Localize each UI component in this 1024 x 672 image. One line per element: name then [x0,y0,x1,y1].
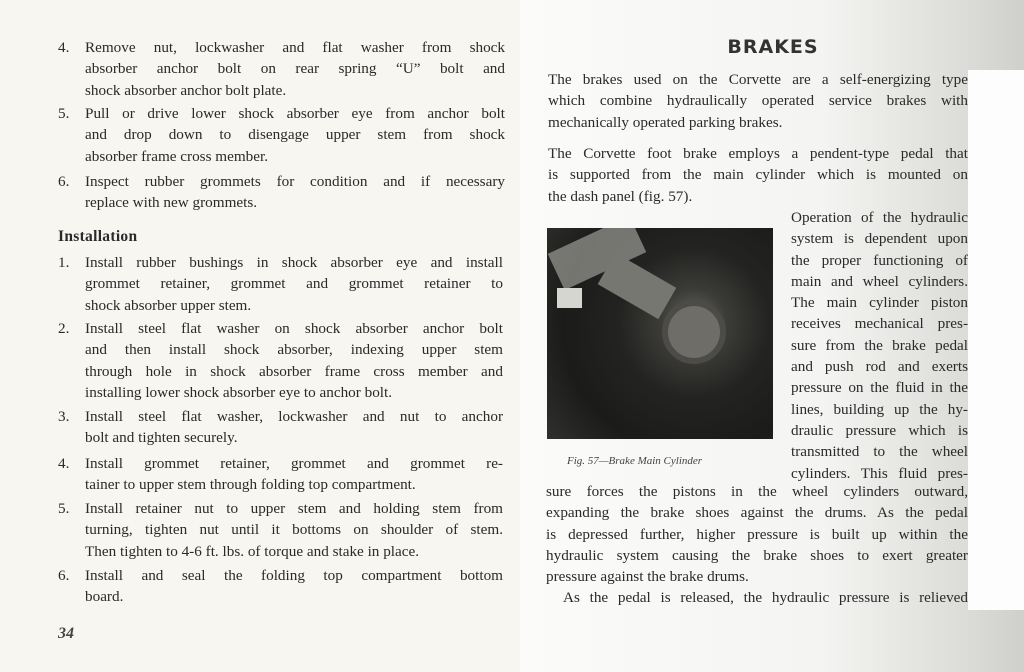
text-line: pressure against the brake drums. [546,568,749,586]
page-number: 34 [58,625,74,642]
list-item [58,252,503,316]
list-item [58,37,505,101]
text-line: The brakes used on the Corvette are a self-energizing type [548,71,968,88]
item-number: 2. [58,320,70,337]
text-line: Then tighten to 4-6 ft. lbs. of torque and stake in place. [85,542,420,560]
paragraph [546,481,968,587]
text-line: draulic pressure which is [791,421,968,439]
text-line: The Corvette foot brake employs a pendent-type pedal that [548,145,968,162]
paragraph [548,143,968,207]
text-line: Install rubber bushings in shock absorber eye and install [85,254,503,271]
text-line: Operation of the hydraulic [791,209,968,226]
item-number: 5. [58,500,70,517]
list-item [58,498,503,562]
text-line: expanding the brake shoes against the drums. As the pedal [546,504,968,522]
text-line: Install and seal the folding top compartment bottom [85,567,503,584]
text-line: shock absorber anchor bolt plate. [85,81,287,99]
text-line: installing lower shock absorber eye to anchor bolt. [85,383,393,401]
text-line: replace with new grommets. [85,194,258,212]
text-line: Install grommet retainer, grommet and grommet re- [85,455,503,472]
brake-main-cylinder-photo [547,228,773,439]
text-line: hydraulic system causing the brake shoes to exert greater [546,546,968,564]
text-line: and drop down to disengage upper stem from shock [85,126,505,144]
text-line: and push rod and exerts [791,358,968,376]
text-line: sure from the brake pedal [791,336,968,354]
text-line: turning, tighten nut until it bottoms on shoulder of stem. [85,521,503,539]
text-line: bolt and tighten securely. [85,429,238,447]
text-line: and then install shock absorber, indexing upper stem [85,341,503,359]
text-line: cylinders. This fluid pres- [791,464,968,482]
text-line: grommet retainer, grommet and grommet retainer to [85,275,503,293]
text-line: pressure on the fluid in the [791,379,968,397]
text-line: lines, building up the hy- [791,400,968,418]
text-line: the dash panel (fig. 57). [548,187,693,205]
text-line: Remove nut, lockwasher and flat washer from shock [85,39,505,56]
text-line: which combine hydraulically operated service brakes with [548,92,968,110]
text-line: absorber frame cross member. [85,147,269,165]
text-line: transmitted to the wheel [791,443,968,461]
figure-caption: Fig. 57—Brake Main Cylinder [567,455,703,467]
item-number: 4. [58,39,70,56]
text-line: receives mechanical pres- [791,315,968,333]
text-line: The main cylinder piston [791,294,968,312]
text-line: As the pedal is released, the hydraulic pressure is relieved [563,589,968,606]
list-item [58,103,505,167]
text-line: main and wheel cylinders. [791,272,968,290]
text-line: board. [85,588,124,606]
paragraph [548,69,968,133]
list-item [58,406,503,449]
text-line: Install retainer nut to upper stem and holding stem from [85,500,503,517]
text-line: through hole in shock absorber frame cross member and [85,362,503,380]
section-title: BRAKES [727,36,819,58]
list-item [58,318,503,403]
text-line: Pull or drive lower shock absorber eye from anchor bolt [85,105,505,122]
text-line: mechanically operated parking brakes. [548,113,783,131]
item-number: 6. [58,567,70,584]
installation-heading: Installation [58,228,138,245]
item-number: 3. [58,408,70,425]
text-line: system is dependent upon [791,230,968,248]
text-line: the proper functioning of [791,251,968,269]
list-item [58,453,503,496]
paragraph [563,587,968,608]
item-number: 6. [58,173,70,190]
item-number: 1. [58,254,70,271]
text-line: sure forces the pistons in the wheel cylinders outward, [546,483,968,500]
list-item [58,565,503,608]
list-item [58,171,505,214]
text-line: Install steel flat washer on shock absorber anchor bolt [85,320,503,337]
text-line: is depressed further, higher pressure is built up within the [546,525,968,543]
item-number: 5. [58,105,70,122]
page-edge [968,70,1024,610]
paragraph [791,207,968,484]
text-line: Install steel flat washer, lockwasher and nut to anchor [85,408,503,425]
text-line: shock absorber upper stem. [85,296,252,314]
item-number: 4. [58,455,70,472]
text-line: Inspect rubber grommets for condition and if necessary [85,173,505,190]
text-line: is supported from the main cylinder which is mounted on [548,166,968,184]
text-line: tainer to upper stem through folding top compartment. [85,476,416,494]
text-line: absorber anchor bolt on rear spring “U” bolt and [85,60,505,78]
